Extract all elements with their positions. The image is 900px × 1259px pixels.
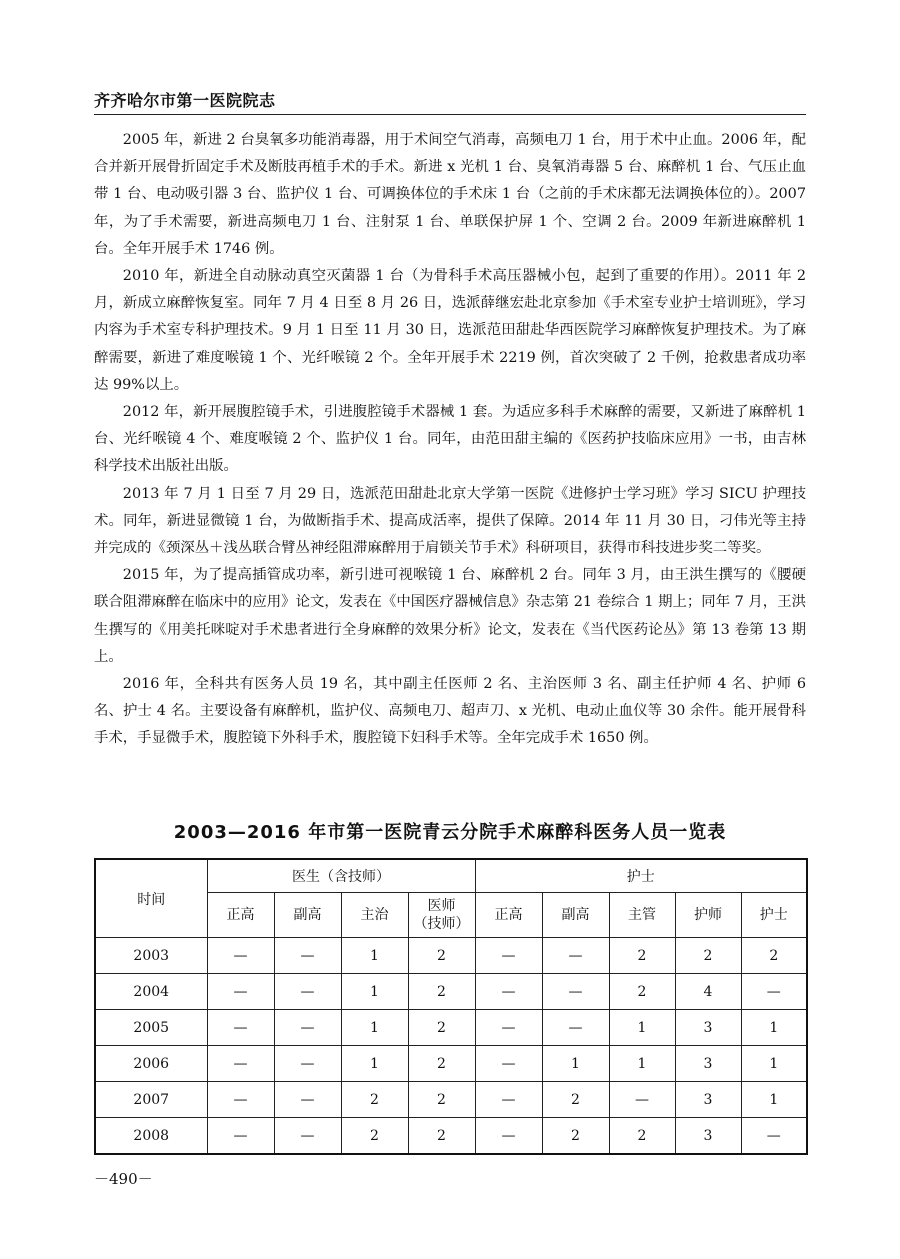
paragraph: 2016 年，全科共有医务人员 19 名，其中副主任医师 2 名、主治医师 3 名、副主任护师 4 名、护师 6 名、护士 4 名。主要设备有麻醉机，监护仪、高频电刀、超声刀、x 光机、电动止血仪等 30 余件。能开展骨科手术，手显微手术，腹腔镜下外科手术，腹腔镜下妇科手术等。全年完成手术 1650 例。	[94, 676, 806, 747]
paragraph: 2010 年，新进全自动脉动真空灭菌器 1 台（为骨科手术高压器械小包，起到了重要的作用）。2011 年 2 月，新成立麻醉恢复室。同年 7 月 4 日至 8 月 26 日，选派薛继宏赴北京参加《手术室专业护士培训班》，学习内容为手术室专科护理技术。9 月 1 日至 11 月 30 日，选派范田甜赴华西医院学习麻醉恢复护理技术。为了麻醉需要，新进了难度喉镜 1 个、光纤喉镜 2 个。全年开展手术 2219 例，首次突破了 2 千例，抢救患者成功率达 99%以上。	[94, 268, 806, 393]
table-cell: 1	[341, 938, 408, 974]
table-cell: 3	[675, 1082, 741, 1118]
table-row	[95, 1010, 807, 1046]
column-header: 副高	[274, 893, 341, 938]
table-cell: —	[207, 974, 274, 1010]
column-header: 正高	[207, 893, 274, 938]
table-cell: —	[207, 1046, 274, 1082]
column-header: 正高	[475, 893, 542, 938]
running-header: 齐齐哈尔市第一医院院志	[94, 91, 276, 110]
year-cell: 2008	[95, 1118, 207, 1155]
paragraph: 2015 年，为了提高插管成功率，新引进可视喉镜 1 台、麻醉机 2 台。同年 3 月，由王洪生撰写的《腰硬联合阻滞麻醉在临床中的应用》论文，发表在《中国医疗器械信息》杂志第 21 卷综合 1 期上；同年 7 月，王洪生撰写的《用美托咪啶对手术患者进行全身麻醉的效果分析》论文，发表在《当代医药论丛》第 13 卷第 13 期上。	[94, 567, 806, 665]
table-cell: 3	[675, 1010, 741, 1046]
column-header: 主管	[609, 893, 675, 938]
table-cell: —	[274, 1118, 341, 1155]
table-cell: 2	[542, 1082, 609, 1118]
table-cell: —	[475, 1082, 542, 1118]
table-row	[95, 1046, 807, 1082]
year-cell: 2007	[95, 1082, 207, 1118]
table-cell: 2	[542, 1118, 609, 1155]
table-cell: 2	[341, 1118, 408, 1155]
table-cell: 2	[609, 938, 675, 974]
table-cell: —	[475, 974, 542, 1010]
table-cell: —	[207, 1118, 274, 1155]
table-cell: 2	[741, 938, 807, 974]
table-cell: —	[741, 974, 807, 1010]
year-cell: 2006	[95, 1046, 207, 1082]
table-cell: 2	[408, 1082, 475, 1118]
table-cell: 2	[609, 1118, 675, 1155]
table-cell: —	[542, 974, 609, 1010]
body-text	[94, 127, 806, 753]
table-cell: 2	[341, 1082, 408, 1118]
table-row	[95, 1082, 807, 1118]
header-rule	[94, 114, 806, 115]
table-cell: —	[475, 938, 542, 974]
table-row	[95, 938, 807, 974]
table-cell: —	[207, 1010, 274, 1046]
table-cell: 1	[341, 1046, 408, 1082]
table-cell: 1	[741, 1010, 807, 1046]
table-cell: 3	[675, 1046, 741, 1082]
doctor-group-header: 医生（含技师）	[207, 859, 475, 893]
table-cell: —	[207, 1082, 274, 1118]
paragraph: 2013 年 7 月 1 日至 7 月 29 日，选派范田甜赴北京大学第一医院《进修护士学习班》学习 SICU 护理技术。同年，新进显微镜 1 台，为做断指手术、提高成活率，提供了保障。2014 年 11 月 30 日，刁伟光等主持并完成的《颈深丛＋浅丛联合臂丛神经阻滞麻醉用于肩锁关节手术》科研项目，获得市科技进步奖二等奖。	[94, 485, 806, 557]
table-cell: —	[475, 1118, 542, 1155]
table-row	[95, 974, 807, 1010]
table-cell: 4	[675, 974, 741, 1010]
column-header: 副高	[542, 893, 609, 938]
table-cell: 3	[675, 1118, 741, 1155]
column-header: 护师	[675, 893, 741, 938]
nurse-group-header: 护士	[475, 859, 807, 893]
staff-table	[94, 858, 808, 1155]
page-number: －490－	[94, 1170, 153, 1188]
table-cell: —	[274, 1046, 341, 1082]
table-cell: 2	[408, 1118, 475, 1155]
column-header: 护士	[741, 893, 807, 938]
table-cell: —	[542, 1010, 609, 1046]
table-cell: —	[475, 1046, 542, 1082]
table-cell: 2	[408, 974, 475, 1010]
table-cell: 2	[408, 938, 475, 974]
year-cell: 2005	[95, 1010, 207, 1046]
column-header: 主治	[341, 893, 408, 938]
table-cell: 1	[341, 974, 408, 1010]
table-cell: 1	[741, 1082, 807, 1118]
table-cell: —	[274, 938, 341, 974]
paragraph: 2012 年，新开展腹腔镜手术，引进腹腔镜手术器械 1 套。为适应多科手术麻醉的需要，又新进了麻醉机 1 台、光纤喉镜 4 个、难度喉镜 2 个、监护仪 1 台。同年，由范田甜主编的《医药护技临床应用》一书，由吉林科学技术出版社出版。	[94, 404, 806, 475]
table-row	[95, 1118, 807, 1155]
table-cell: —	[542, 938, 609, 974]
table-cell: 1	[542, 1046, 609, 1082]
year-cell: 2003	[95, 938, 207, 974]
table-cell: 1	[341, 1010, 408, 1046]
table-cell: 1	[741, 1046, 807, 1082]
table-cell: 2	[408, 1046, 475, 1082]
table-cell: 2	[675, 938, 741, 974]
table-title: 2003—2016 年市第一医院青云分院手术麻醉科医务人员一览表	[173, 822, 727, 843]
table-cell: —	[274, 1082, 341, 1118]
table-cell: 1	[609, 1010, 675, 1046]
table-cell: —	[741, 1118, 807, 1155]
column-header: 医师 （技师）	[408, 893, 475, 938]
table-cell: 2	[609, 974, 675, 1010]
table-cell: 2	[408, 1010, 475, 1046]
table-cell: —	[274, 974, 341, 1010]
paragraph: 2005 年，新进 2 台臭氧多功能消毒器，用于术间空气消毒，高频电刀 1 台，用于术中止血。2006 年，配合并新开展骨折固定手术及断肢再植手术的手术。新进 x 光机 1 台、臭氧消毒器 5 台、麻醉机 1 台、气压止血带 1 台、电动吸引器 3 台、监护仪 1 台、可调换体位的手术床 1 台（之前的手术床都无法调换体位的）。2007 年，为了手术需要，新进高频电刀 1 台、注射泵 1 台、单联保护屏 1 个、空调 2 台。2009 年新进麻醉机 1 台。全年开展手术 1746 例。	[94, 132, 806, 257]
table-cell: —	[609, 1082, 675, 1118]
table-cell: 1	[609, 1046, 675, 1082]
table-cell: —	[475, 1010, 542, 1046]
table-cell: —	[207, 938, 274, 974]
time-header: 时间	[95, 859, 207, 938]
year-cell: 2004	[95, 974, 207, 1010]
table-cell: —	[274, 1010, 341, 1046]
